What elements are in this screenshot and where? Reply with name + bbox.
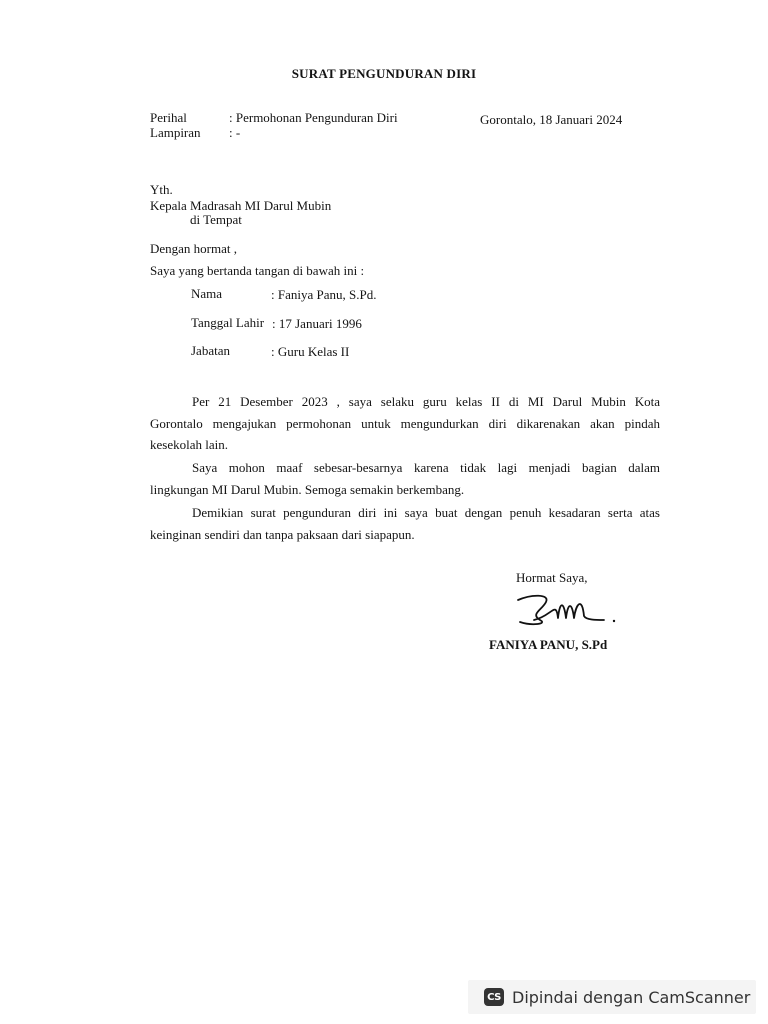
p1-line-1: Per 21 Desember 2023 , saya selaku guru kelas II di MI Darul Mubin Kota bbox=[192, 394, 660, 409]
greeting: Dengan hormat , bbox=[150, 241, 238, 256]
lampiran-label: Lampiran bbox=[150, 125, 201, 140]
tanggal-label: Tanggal Lahir bbox=[191, 315, 265, 330]
place-date: Gorontalo, 18 Januari 2024 bbox=[480, 112, 623, 127]
letter-title: SURAT PENGUNDURAN DIRI bbox=[291, 66, 477, 81]
intro-line: Saya yang bertanda tangan di bawah ini : bbox=[150, 263, 365, 278]
signer-name: FANIYA PANU, S.Pd bbox=[489, 637, 608, 652]
p3-line-1: Demikian surat pengunduran diri ini saya buat dengan penuh kesadaran serta atas bbox=[192, 505, 660, 520]
jabatan-value: : Guru Kelas II bbox=[271, 344, 350, 359]
p1-line-2: Gorontalo mengajukan permohonan untuk mengundurkan diri dikarenakan akan pindah bbox=[150, 415, 660, 431]
lampiran-value: : - bbox=[229, 125, 241, 140]
perihal-value: : Permohonan Pengunduran Diri bbox=[229, 110, 398, 125]
camscanner-watermark bbox=[468, 980, 756, 1014]
body-paragraph-1 bbox=[150, 391, 660, 456]
watermark-text: Dipindai dengan CamScanner bbox=[512, 987, 751, 1007]
closing: Hormat Saya, bbox=[516, 570, 588, 585]
p2-line-2: lingkungan MI Darul Mubin. Semoga semakin berkembang. bbox=[150, 481, 465, 497]
jabatan-label: Jabatan bbox=[191, 343, 230, 358]
p3-line-2: keinginan sendiri dan tanpa paksaan dari siapapun. bbox=[150, 526, 415, 542]
signature-image bbox=[512, 590, 620, 630]
body-paragraph-2 bbox=[150, 457, 660, 500]
nama-value: : Faniya Panu, S.Pd. bbox=[271, 287, 377, 302]
camscanner-logo-icon: CS bbox=[484, 988, 504, 1006]
recipient-yth: Yth. bbox=[150, 182, 173, 197]
nama-label: Nama bbox=[191, 286, 223, 301]
tanggal-value: : 17 Januari 1996 bbox=[272, 316, 362, 331]
p1-line-3: kesekolah lain. bbox=[150, 437, 228, 452]
body-paragraph-3 bbox=[150, 502, 660, 545]
recipient-name: Kepala Madrasah MI Darul Mubin bbox=[150, 198, 332, 213]
perihal-label: Perihal bbox=[150, 110, 187, 125]
p2-line-1: Saya mohon maaf sebesar-besarnya karena tidak lagi menjadi bagian dalam bbox=[192, 460, 660, 475]
recipient-place: di Tempat bbox=[190, 212, 242, 227]
